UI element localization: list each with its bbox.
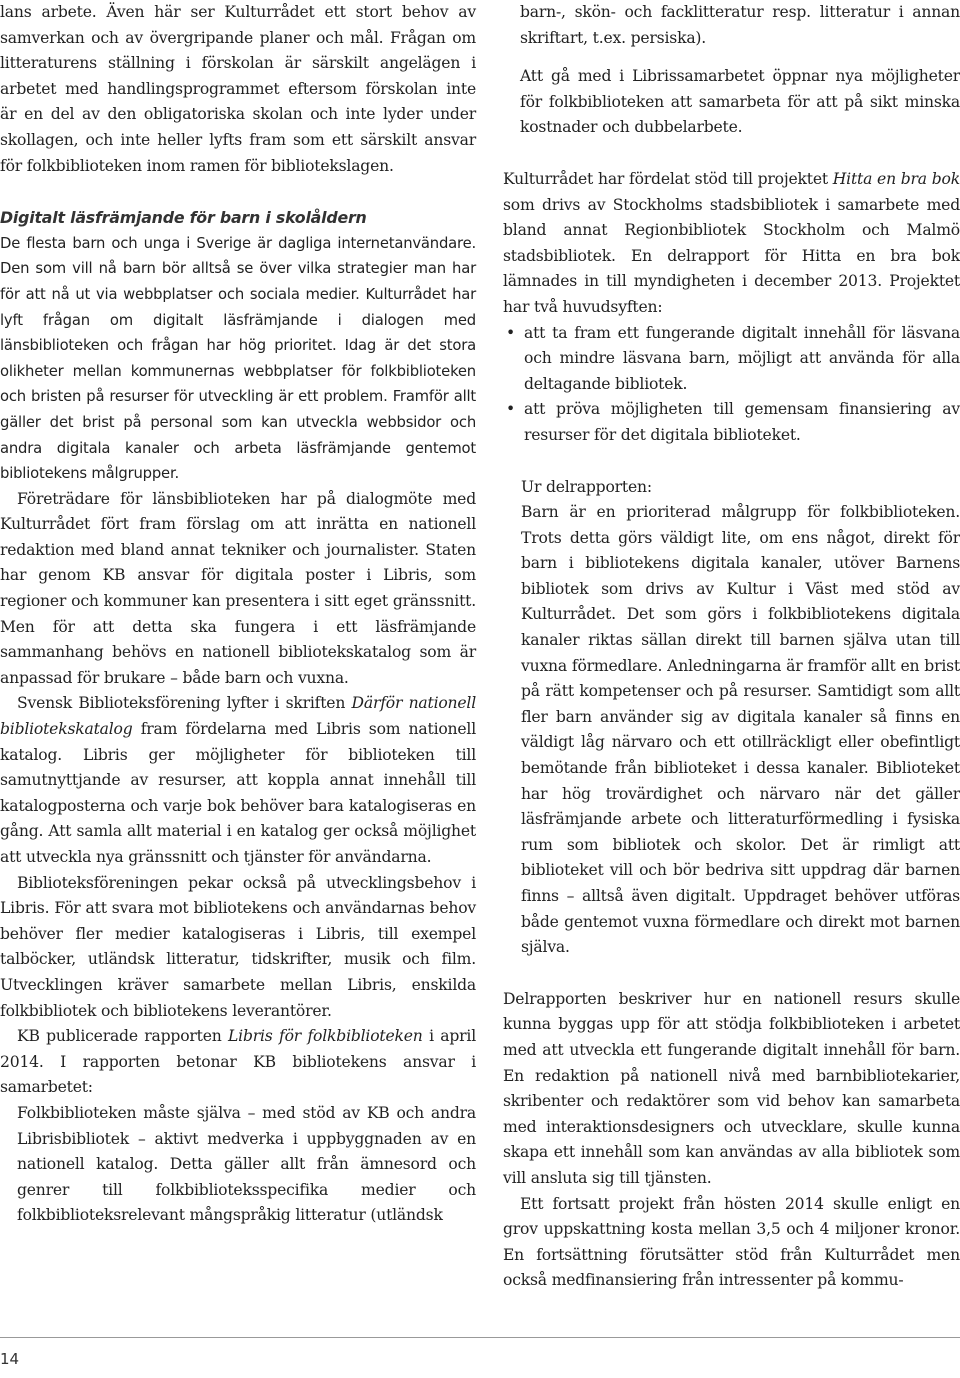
report-title: Libris för folkbiblioteken xyxy=(228,1027,423,1046)
excerpt-label: Ur delrapporten: xyxy=(521,477,652,496)
paragraph-3: Företrädare för länsbiblioteken har på dialogmöte med Kulturrådet fört fram förslag om att inrätta en nationell redaktion med bland annat tekniker och journalister. Staten har genom KB ansvar för digitala poster i Libris, som regioner och kommuner kan presentera i sitt eget gränssnitt. Men för att detta ska fungera i ett läsfrämjande sammanhang behövs en nationell bibliotekskatalog som är anpassad för brukare – både barn och vuxna. xyxy=(0,489,476,687)
publication-title: Därför nationell bibliotekskatalog xyxy=(0,694,476,739)
block-quote-continued: barn-, skön- och facklitteratur resp. litteratur i annan skriftart, t.ex. persiska). xyxy=(520,3,960,47)
paragraph-delrapport: Delrapporten beskriver hur en nationell resurs skulle kunna byggas upp för att stödja folkbiblioteken i arbetet med att utveckla ett fungerande digitalt innehåll för barn. En redaktion på nationell nivå med barnbibliotekarier, skribenter och redaktörer som vid behov kan samarbeta med interaktionsdesigners och utvecklare, skulle kunna skapa ett innehåll som kan användas av alla bibliotek som vill ansluta sig till tjänsten. xyxy=(503,989,960,1187)
project-title: Hitta en bra bok xyxy=(832,169,960,188)
paragraph-fortsatt: Ett fortsatt projekt från hösten 2014 skulle enligt en grov uppskattning kosta mellan 3,5 och 4 miljoner kronor. En fortsättning förutsätter stöd från Kulturrådet men också medfinansiering från intressenter på kommu- xyxy=(503,1194,960,1290)
bullet-list xyxy=(503,321,960,449)
list-item: • att pröva möjligheten till gemensam finansiering av resurser för det digitala biblioteket. xyxy=(503,397,960,448)
text: som drivs av Stockholms stadsbibliotek i samarbete med bland annat Regionbibliotek Stockholm och Malmö stadsbibliotek. En delrapport för Hitta en bra bok lämnades in till myndigheten i december 2013. Projektet har två huvudsyften: xyxy=(503,195,960,316)
right-column xyxy=(503,0,960,1294)
page-number: 14 xyxy=(0,1350,20,1368)
text: fram fördelarna med Libris som nationell katalog. Libris ger möjligheter för biblioteken till samutnyttjande av resurser, att koppla annat innehåll till katalogposterna och varje bok behöver bara katalogiseras en gång. Att samla allt material i en katalog ger också möjlighet att utveckla nya gränssnitt och tjänster för användarna. xyxy=(0,720,476,866)
paragraph-hitta xyxy=(503,167,960,321)
report-excerpt xyxy=(503,475,960,961)
footer-rule xyxy=(0,1337,960,1338)
text: i april 2014. I rapporten betonar KB bibliotekens ansvar i samarbetet: xyxy=(0,1027,476,1097)
excerpt-text: Barn är en prioriterad målgrupp för folkbiblioteken. Trots detta görs väldigt lite, om ens något, direkt för barn i bibliotekens digitala kanaler, utöver Barnens bibliotek som drivs av Kultur i Väst med stöd av Kulturrådet. Det som görs i folkbibliotekens digitala kanaler riktas sällan direkt till barnen själva utan till vuxna förmedlare. Anledningarna är framför allt en brist på rätt kompetenser och på resurser. Samtidigt som allt fler barn använder sig av digitala kanaler så finns en väldigt låg närvaro och ett otillräckligt eller obefintligt bemötande från biblioteket i dessa kanaler. Biblioteket har hög trovärdighet och närvaro när det gäller läsfrämjande arbete och litteraturförmedling i fysiska rum som bibliotek och skolor. Det är rimligt att biblioteket vill och bör bedriva sitt uppdrag där barnen finns – alltså även digitalt. Uppdraget behöver utföras både gentemot vuxna förmedlare och direkt mot barnen själva. xyxy=(521,503,960,957)
text: KB publicerade rapporten xyxy=(17,1027,229,1046)
section-heading: Digitalt läsfrämjande för barn i skolåldern xyxy=(0,208,367,228)
paragraph-4 xyxy=(0,691,476,870)
paragraph-5: Biblioteksföreningen pekar också på utvecklingsbehov i Libris. För att svara mot bibliotekens och användarnas behov behöver fler medier katalogiseras i Libris, till exempel talböcker, utländsk litteratur, tidskrifter, musik och film. Utvecklingen kräver samarbete mellan Libris, enskilda folkbibliotek och bibliotekens leverantörer. xyxy=(0,873,476,1020)
paragraph-2: De flesta barn och unga i Sverige är dagliga internetanvändare. Den som vill nå barn bör alltså se över vilka strategier man har för att nå ut via webbplatser och sociala medier. Kulturrådet har lyft frågan om digitalt läsfrämjande i dialogen med länsbiblioteken och frågan har hög prioritet. Idag är det stora olikheter mellan kommunernas webbplatser för folkbiblioteken och bristen på resurser för utveckling är ett problem. Framför allt gäller det brist på personal som kan utveckla webbsidor och andra digitala kanaler och arbeta läsfrämjande gentemot bibliotekens målgrupper. xyxy=(0,234,476,483)
list-item: • att ta fram ett fungerande digitalt innehåll för läsvana och mindre läsvana barn, möjligt att använda för alla deltagande bibliotek. xyxy=(503,321,960,398)
block-quote: Folkbiblioteken måste själva – med stöd av KB och andra Librisbibliotek – aktivt medverka i uppbyggnaden av en nationell katalog. Detta gäller allt från ämnesord och genrer till folkbiblioteksspecifika medier och folkbiblioteksrelevant mångspråkig litteratur (utländsk xyxy=(17,1103,476,1225)
block-quote-2: Att gå med i Librissamarbetet öppnar nya möjligheter för folkbiblioteken att samarbeta för att på sikt minska kostnader och dubbelarbete. xyxy=(520,67,960,137)
paragraph-1: lans arbete. Även här ser Kulturrådet ett stort behov av samverkan och av övergripande planer och mål. Frågan om litteraturens ställning i förskolan är särskilt angelägen i arbetet med handlingsprogrammet eftersom förskolan inte är en del av den obligatoriska skolan och inte lyder under skollagen, och inte heller lyfts fram som ett särskilt ansvar för folkbiblioteken inom ramen för bibliotekslagen. xyxy=(0,3,476,175)
paragraph-6 xyxy=(0,1024,476,1101)
text: Svensk Biblioteksförening lyfter i skriften xyxy=(17,694,352,713)
text: Kulturrådet har fördelat stöd till projektet xyxy=(503,169,833,188)
left-column xyxy=(0,0,476,1229)
